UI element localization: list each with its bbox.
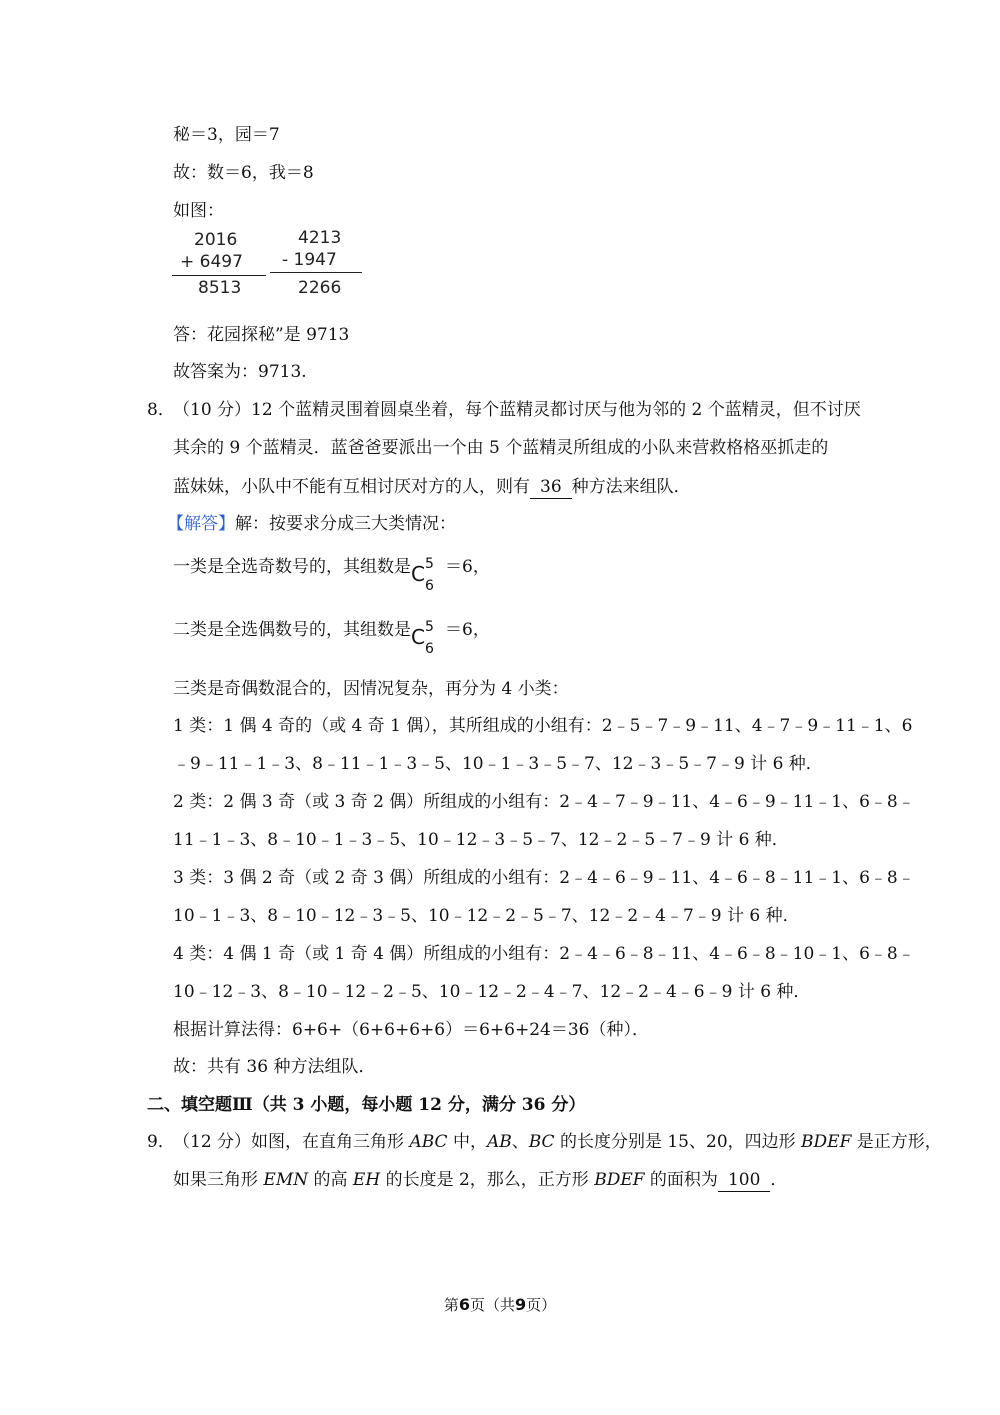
addend-top: 2016 (194, 230, 238, 250)
combination-symbol (411, 550, 445, 594)
case-text: ＝6， (445, 557, 490, 577)
arithmetic-figure (170, 226, 370, 301)
case-line (173, 612, 490, 657)
subcase-line: 10﹣1﹣3、8﹣10﹣12﹣3﹣5、10﹣12﹣2﹣5﹣7、12﹣2﹣4﹣7﹣9 计 6 种． (173, 906, 800, 926)
difference-result: 2266 (298, 278, 342, 298)
case-line (173, 549, 490, 594)
text-line: 如图： (173, 201, 224, 221)
question-number: 9． (147, 1132, 175, 1152)
comb-sub: 6 (425, 640, 434, 657)
text-line: 答：花园探秘”是 9713 (173, 325, 350, 345)
comb-c: C (411, 561, 425, 586)
q9-text: ． (770, 1170, 788, 1190)
comb-sup: 5 (425, 555, 434, 572)
sum-rule (172, 275, 266, 276)
q9-var: EH (352, 1170, 381, 1190)
q9-var: BC (528, 1132, 555, 1152)
case-text: 二类是全选偶数号的，其组数是 (173, 620, 411, 640)
q9-text: 是正方形， (851, 1132, 942, 1152)
question-text (173, 1169, 787, 1192)
q9-text: 、 (511, 1132, 529, 1152)
text-line: 故：数＝6，我＝8 (173, 163, 314, 183)
subcase-line: 11﹣1﹣3、8﹣10﹣1﹣3﹣5、10﹣12﹣3﹣5﹣7、12﹣2﹣5﹣7﹣9 计 6 种． (173, 830, 789, 850)
solution-tag: 【解答】 (167, 514, 235, 534)
subcase-line: 3 类：3 偶 2 奇（或 2 奇 3 偶）所组成的小组有：2﹣4﹣6﹣9﹣11、4﹣6﹣8﹣11﹣1、6﹣8﹣ (173, 868, 915, 888)
subcase-line: 10﹣12﹣3、8﹣10﹣12﹣2﹣5、10﹣12﹣2﹣4﹣7、12﹣2﹣4﹣6﹣9 计 6 种． (173, 982, 811, 1002)
section-heading: 二、填空题Ⅲ（共 3 小题，每小题 12 分，满分 36 分） (147, 1095, 586, 1115)
q9-text: 如果三角形 (173, 1170, 264, 1190)
minuend: 4213 (298, 228, 342, 248)
question-number: 8． (147, 400, 175, 420)
page-number: 6 (458, 1295, 470, 1314)
subcase-line: 2 类：2 偶 3 奇（或 3 奇 2 偶）所组成的小组有：2﹣4﹣7﹣9﹣11、4﹣6﹣9﹣11﹣1、6﹣8﹣ (173, 792, 915, 812)
case-text: 一类是全选奇数号的，其组数是 (173, 557, 411, 577)
answer-blank: 36 (530, 476, 572, 499)
footer-text: 页（共 (469, 1296, 515, 1314)
question-text (173, 476, 691, 499)
text-line: 秘＝3，园＝7 (173, 125, 280, 145)
calc-line: 根据计算法得：6+6+（6+6+6+6）＝6+6+24＝36（种）． (173, 1020, 649, 1040)
footer-text: 页） (526, 1296, 557, 1314)
page-total: 9 (515, 1295, 527, 1314)
q9-text: 中， (447, 1132, 487, 1152)
q9-var: BDEF (594, 1170, 645, 1190)
question-text-part: 蓝妹妹，小队中不能有互相讨厌对方的人，则有 (173, 477, 530, 497)
addend-bottom: + 6497 (180, 252, 243, 272)
combination-symbol (411, 613, 445, 657)
q9-var: ABC (409, 1132, 448, 1152)
subcase-line: 1 类：1 偶 4 奇的（或 4 奇 1 偶），其所组成的小组有：2﹣5﹣7﹣9﹣11、4﹣7﹣9﹣11﹣1、6 (173, 716, 913, 736)
q9-var: EMN (263, 1170, 309, 1190)
question-text (173, 1131, 942, 1153)
q9-text: 的面积为 (644, 1170, 718, 1190)
subtrahend: - 1947 (282, 250, 337, 270)
comb-sup: 5 (425, 618, 434, 635)
answer-blank: 100 (718, 1169, 770, 1192)
question-text-part: 种方法来组队． (571, 477, 691, 497)
solution-intro: 解：按要求分成三大类情况： (235, 514, 456, 534)
question-text: （10 分）12 个蓝精灵围着圆桌坐着，每个蓝精灵都讨厌与他为邻的 2 个蓝精灵，但不讨厌 (173, 400, 861, 420)
page-footer (0, 1294, 1000, 1315)
sum-result: 8513 (198, 278, 242, 298)
q9-text: 的长度分别是 15、20，四边形 (554, 1132, 802, 1152)
footer-text: 第 (443, 1296, 459, 1314)
q9-text: 的高 (308, 1170, 353, 1190)
q9-text: （12 分）如图，在直角三角形 (173, 1132, 410, 1152)
case-text: ＝6， (445, 620, 490, 640)
q9-var: AB (486, 1132, 512, 1152)
comb-sub: 6 (425, 577, 434, 594)
text-line: 故答案为：9713. (173, 362, 307, 382)
final-line: 故：共有 36 种方法组队． (173, 1057, 376, 1077)
subcase-line: 4 类：4 偶 1 奇（或 1 奇 4 偶）所组成的小组有：2﹣4﹣6﹣8﹣11、4﹣6﹣8﹣10﹣1、6﹣8﹣ (173, 944, 915, 964)
difference-rule (270, 272, 362, 273)
case-line: 三类是奇偶数混合的，因情况复杂，再分为 4 小类： (173, 679, 569, 699)
solution-heading (167, 513, 456, 535)
q9-text: 的长度是 2，那么，正方形 (380, 1170, 595, 1190)
comb-c: C (411, 624, 425, 649)
subcase-line: ﹣9﹣11﹣1﹣3、8﹣11﹣1﹣3﹣5、10﹣1﹣3﹣5﹣7、12﹣3﹣5﹣7﹣9 计 6 种． (173, 754, 823, 774)
question-text: 其余的 9 个蓝精灵．蓝爸爸要派出一个由 5 个蓝精灵所组成的小队来营救格格巫抓走的 (173, 438, 829, 458)
q9-var: BDEF (801, 1132, 852, 1152)
